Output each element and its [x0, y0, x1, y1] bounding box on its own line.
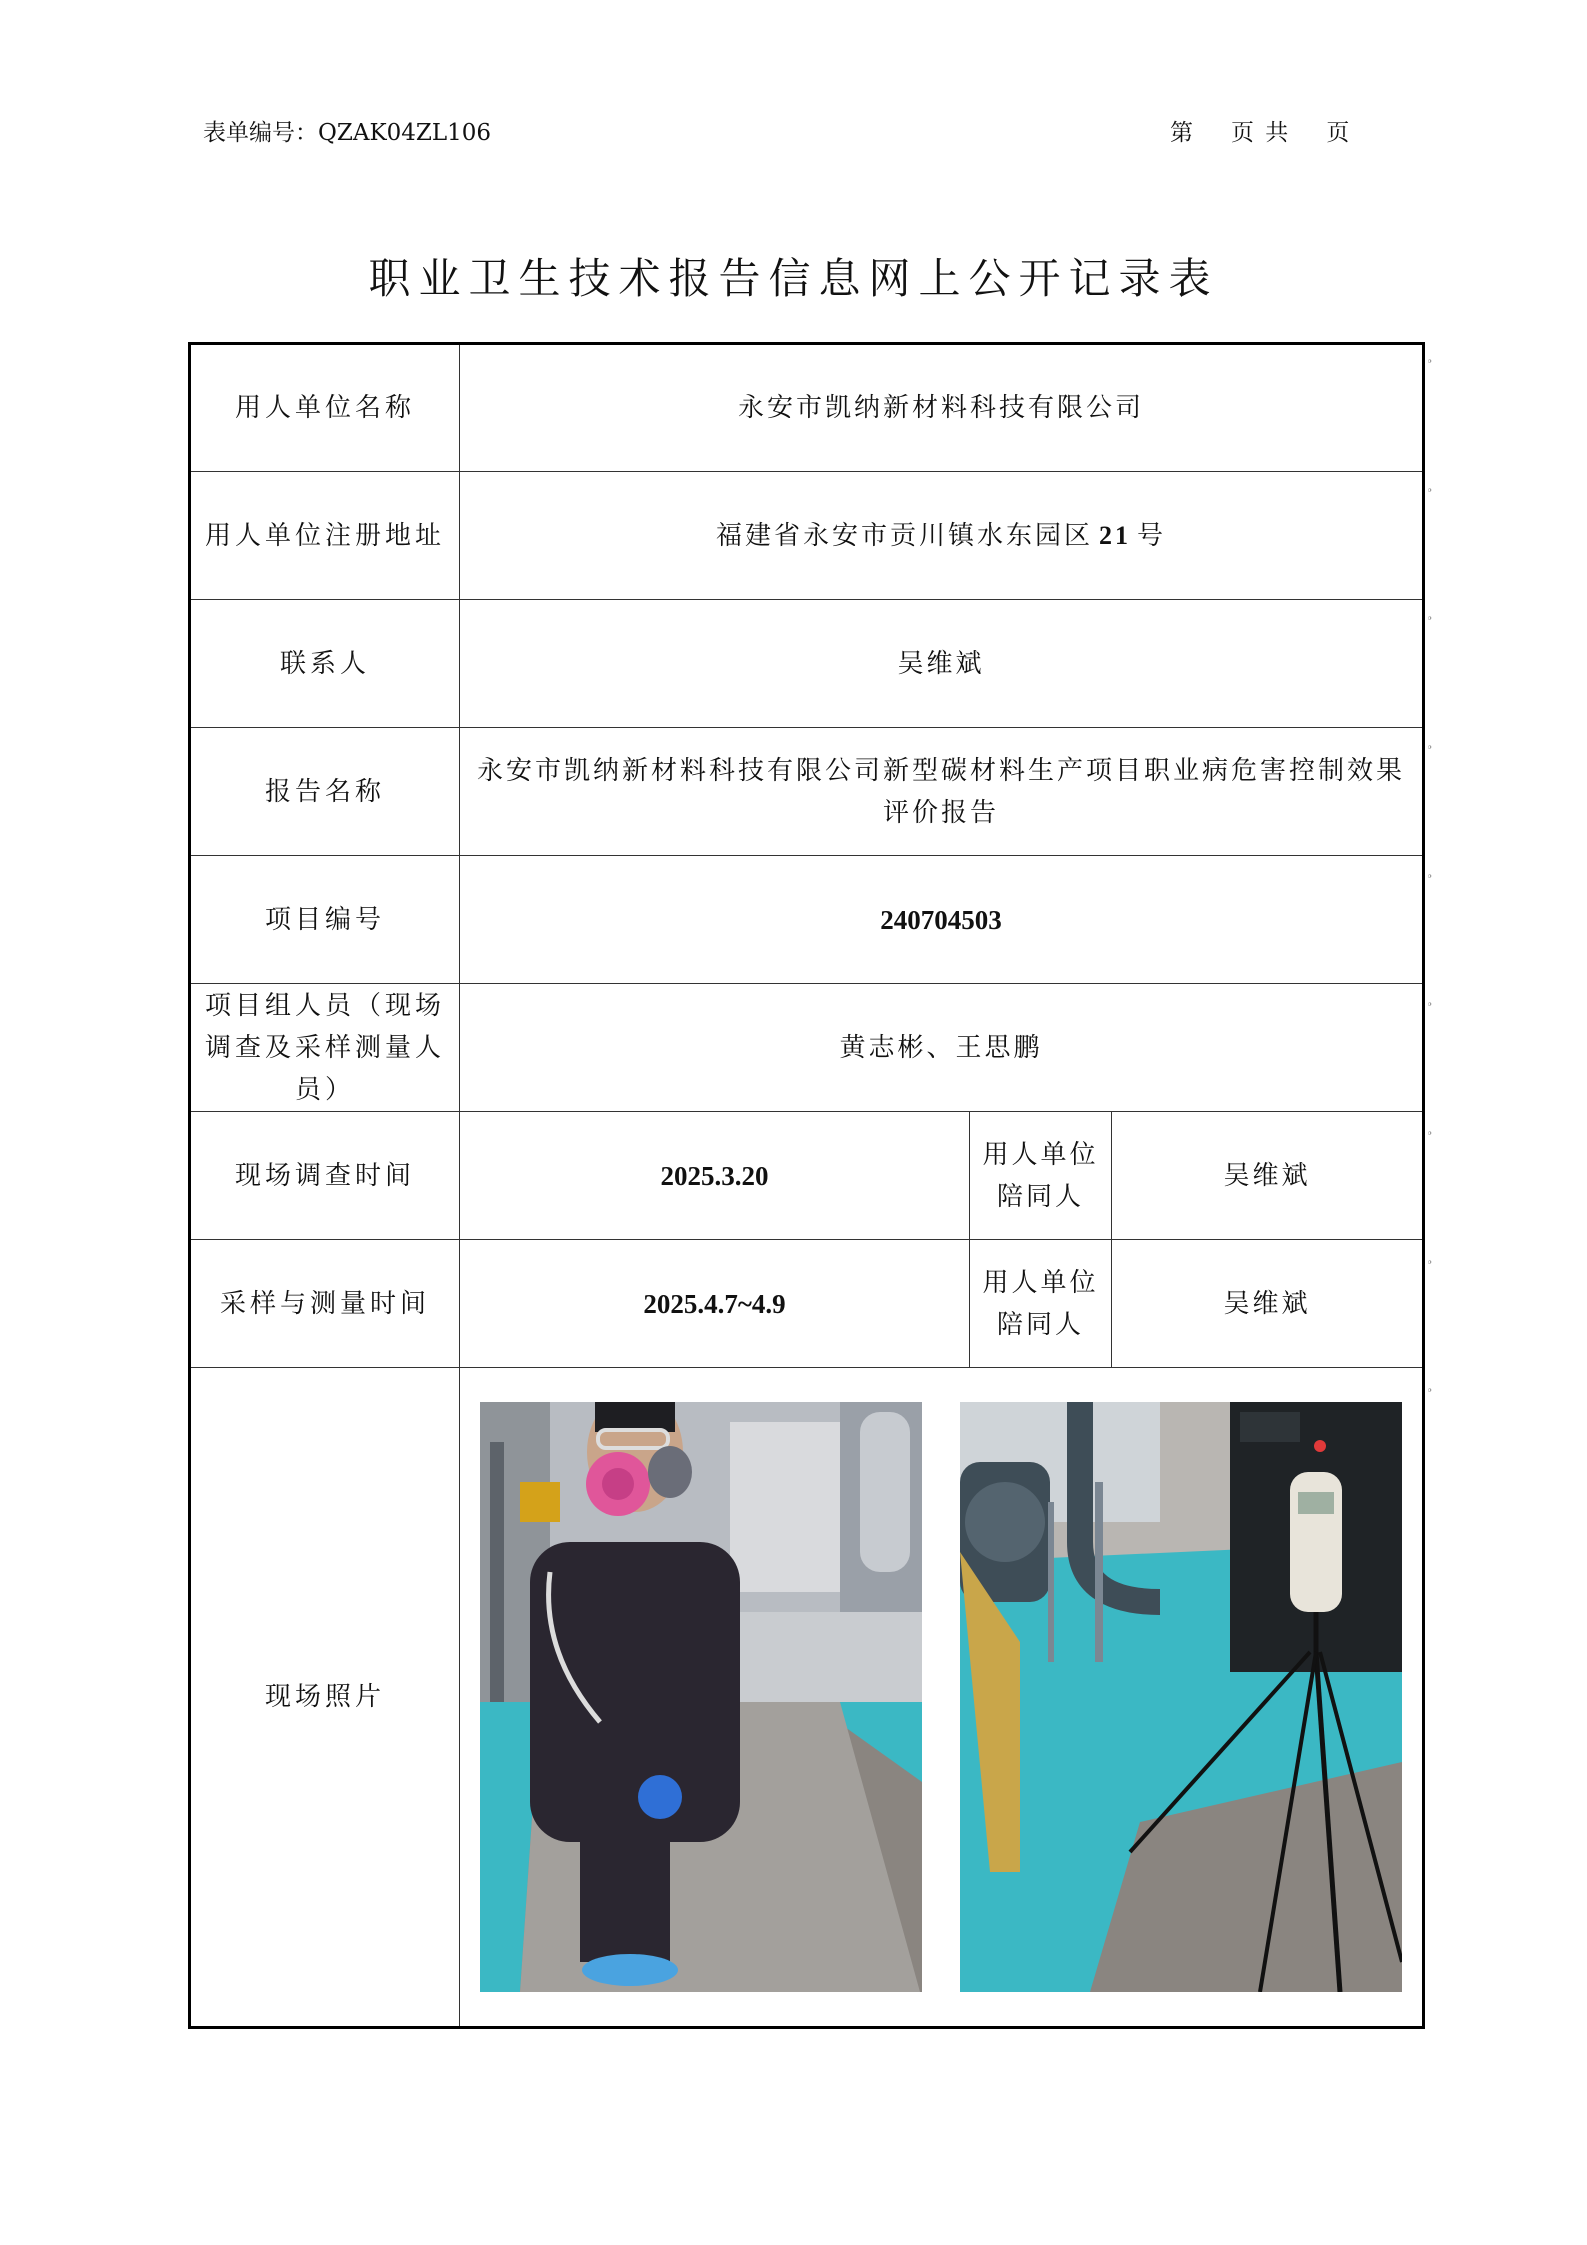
team-value: 黄志彬、王思鹏 — [460, 984, 1424, 1112]
sampling-label: 采样与测量时间 — [190, 1240, 460, 1368]
photo-strip — [470, 1402, 1412, 1992]
team-label: 项目组人员（现场调查及采样测量人员） — [190, 984, 460, 1112]
survey-label: 现场调查时间 — [190, 1112, 460, 1240]
record-table — [188, 342, 1425, 2029]
row-address — [190, 472, 1424, 600]
edge-mark: ᵓ — [1428, 358, 1432, 369]
address-label: 用人单位注册地址 — [190, 472, 460, 600]
photos-cell — [460, 1368, 1424, 2028]
edge-mark: ᵓ — [1428, 1259, 1432, 1270]
address-text: 福建省永安市贡川镇水东园区 — [715, 520, 1093, 551]
page-word-3: 页 — [1326, 120, 1352, 146]
contact-label: 联系人 — [190, 600, 460, 728]
report-name-label: 报告名称 — [190, 728, 460, 856]
edge-mark: ᵓ — [1428, 744, 1432, 755]
address-suffix: 号 — [1137, 520, 1167, 551]
row-team — [190, 984, 1424, 1112]
report-name-value: 永安市凯纳新材料科技有限公司新型碳材料生产项目职业病危害控制效果评价报告 — [460, 728, 1424, 856]
address-number: 21 — [1099, 520, 1131, 550]
photos-label: 现场照片 — [190, 1368, 460, 2028]
edge-mark: ᵓ — [1428, 1387, 1432, 1398]
sampling-accompany-label: 用人单位陪同人 — [970, 1240, 1112, 1368]
row-contact — [190, 600, 1424, 728]
row-photos — [190, 1368, 1424, 2028]
row-sampling — [190, 1240, 1424, 1368]
edge-mark: ᵓ — [1428, 873, 1432, 884]
sampling-date: 2025.4.7~4.9 — [460, 1240, 970, 1368]
page-title: 职业卫生技术报告信息网上公开记录表 — [368, 254, 1219, 303]
page-word-1: 第 — [1170, 120, 1195, 146]
edge-mark: ᵓ — [1428, 1130, 1432, 1141]
page-word-2: 页 共 — [1231, 120, 1291, 146]
survey-date: 2025.3.20 — [460, 1112, 970, 1240]
address-value — [460, 472, 1424, 600]
edge-mark: ᵓ — [1428, 1001, 1432, 1012]
survey-accompany: 吴维斌 — [1112, 1112, 1424, 1240]
survey-accompany-label: 用人单位陪同人 — [970, 1112, 1112, 1240]
project-no-value: 240704503 — [460, 856, 1424, 984]
employer-name-value: 永安市凯纳新材料科技有限公司 — [460, 344, 1424, 472]
page-indicator — [1170, 114, 1387, 147]
photo-worker-sampling — [480, 1402, 922, 1992]
row-project-no — [190, 856, 1424, 984]
photo-sound-meter — [960, 1402, 1402, 1992]
row-employer-name — [190, 344, 1424, 472]
photo-worker-image — [480, 1402, 922, 1992]
contact-value: 吴维斌 — [460, 600, 1424, 728]
sampling-accompany: 吴维斌 — [1112, 1240, 1424, 1368]
edge-mark: ᵓ — [1428, 487, 1432, 498]
edge-mark: ᵓ — [1428, 615, 1432, 626]
employer-name-label: 用人单位名称 — [190, 344, 460, 472]
row-survey — [190, 1112, 1424, 1240]
row-report-name — [190, 728, 1424, 856]
project-no-label: 项目编号 — [190, 856, 460, 984]
form-code: 表单编号：QZAK04ZL106 — [203, 120, 492, 146]
photo-sound-meter-image — [960, 1402, 1402, 1992]
